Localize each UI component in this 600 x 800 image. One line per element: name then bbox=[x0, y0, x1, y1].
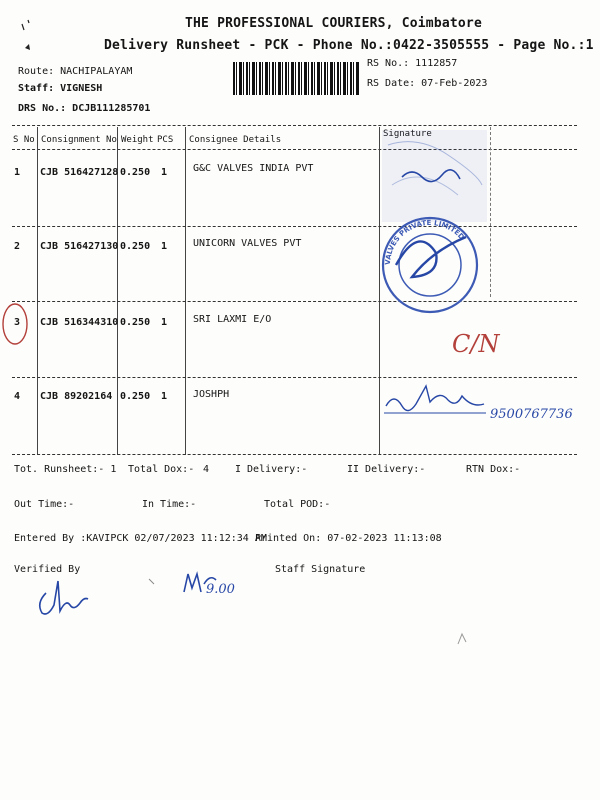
handwritten-time: 9.00 bbox=[206, 582, 235, 597]
rs-number: RS No.: 1112857 bbox=[367, 58, 458, 69]
red-circle-mark bbox=[0, 300, 32, 348]
verified-by-label: Verified By bbox=[14, 564, 81, 575]
printed-on: Printed On: 07-02-2023 11:13:08 bbox=[255, 533, 442, 544]
col-header-weight: Weight bbox=[121, 135, 154, 145]
stamp-text: VALVES PRIVATE LIMITED bbox=[383, 218, 466, 266]
staff-signature-label: Staff Signature bbox=[275, 564, 366, 575]
verifier-signature bbox=[34, 575, 94, 620]
row-pcs: 1 bbox=[161, 241, 168, 252]
row-rule bbox=[12, 377, 577, 378]
total-dox-label: Total Dox:- bbox=[128, 464, 195, 475]
row-consignee: UNICORN VALVES PVT bbox=[193, 238, 302, 249]
col-header-consignment: Consignment No bbox=[41, 135, 117, 145]
route-label: Route: NACHIPALAYAM bbox=[18, 66, 133, 77]
col-header-sno: S No bbox=[13, 135, 35, 145]
row-sno: 1 bbox=[14, 167, 21, 178]
drs-number: DRS No.: DCJB111285701 bbox=[18, 103, 151, 114]
company-stamp bbox=[378, 125, 493, 345]
in-time: In Time:- bbox=[142, 499, 197, 510]
total-dox-value: 4 bbox=[203, 464, 210, 475]
row-sno: 3 bbox=[14, 317, 21, 328]
ii-delivery: II Delivery:- bbox=[347, 464, 426, 475]
col-divider bbox=[185, 127, 186, 455]
runsheet-subtitle: Delivery Runsheet - PCK - Phone No.:0422-3505555 - Page No.:1 bbox=[104, 38, 594, 53]
rs-date: RS Date: 07-Feb-2023 bbox=[367, 78, 488, 89]
out-time: Out Time:- bbox=[14, 499, 75, 510]
row4-signature bbox=[382, 380, 492, 430]
row-weight: 0.250 bbox=[120, 241, 151, 252]
scan-speck bbox=[456, 632, 470, 648]
col-header-signature: Signature bbox=[383, 129, 432, 139]
tot-runsheet: Tot. Runsheet:- 1 bbox=[14, 464, 117, 475]
row-sno: 4 bbox=[14, 391, 21, 402]
rtn-dox: RTN Dox:- bbox=[466, 464, 521, 475]
col-header-consignee: Consignee Details bbox=[189, 135, 282, 145]
cn-handwritten-note: C/N bbox=[452, 330, 500, 358]
row-consignee: JOSHPH bbox=[193, 389, 230, 400]
row-pcs: 1 bbox=[161, 167, 168, 178]
row-weight: 0.250 bbox=[120, 391, 151, 402]
barcode bbox=[233, 62, 360, 95]
row-consignee: SRI LAXMI E/O bbox=[193, 314, 272, 325]
col-divider bbox=[37, 127, 38, 455]
staff-label: Staff: VIGNESH bbox=[18, 83, 103, 94]
scan-speck bbox=[148, 578, 156, 586]
row-consignee: G&C VALVES INDIA PVT bbox=[193, 163, 314, 174]
total-pod: Total POD:- bbox=[264, 499, 331, 510]
row-weight: 0.250 bbox=[120, 317, 151, 328]
i-delivery: I Delivery:- bbox=[235, 464, 308, 475]
row-consignment: CJB 516427130 bbox=[40, 241, 119, 252]
entered-by: Entered By :KAVIPCK 02/07/2023 11:12:34 AM bbox=[14, 533, 267, 544]
row-sno: 2 bbox=[14, 241, 21, 252]
row-weight: 0.250 bbox=[120, 167, 151, 178]
row-consignment: CJB 516427128 bbox=[40, 167, 119, 178]
table-bottom-rule bbox=[12, 454, 577, 455]
scan-marks bbox=[18, 16, 38, 58]
row-pcs: 1 bbox=[161, 317, 168, 328]
handwritten-phone: 9500767736 bbox=[490, 407, 573, 422]
company-title: THE PROFESSIONAL COURIERS, Coimbatore bbox=[185, 16, 482, 31]
row-consignment: CJB 89202164 bbox=[40, 391, 113, 402]
row-pcs: 1 bbox=[161, 391, 168, 402]
row-consignment: CJB 516344310 bbox=[40, 317, 119, 328]
col-header-pcs: PCS bbox=[157, 135, 174, 145]
